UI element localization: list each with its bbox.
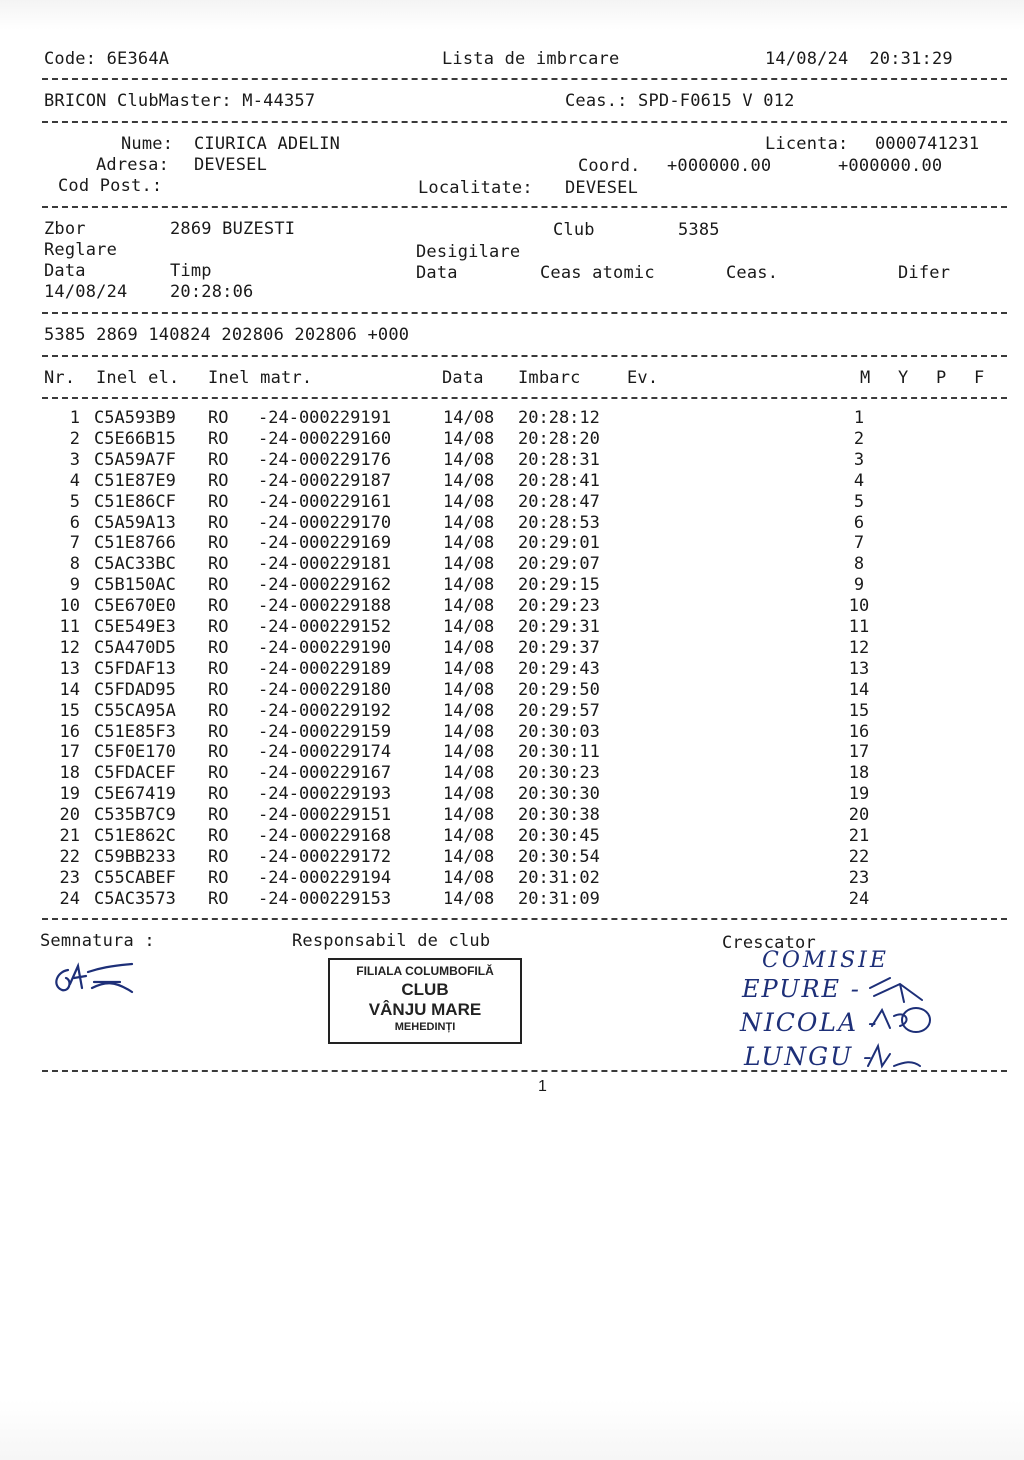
row-m: 13 [848, 658, 870, 679]
coord-2: +000000.00 [838, 156, 943, 176]
row-nr: 19 [59, 784, 80, 805]
ring-matr: -24-000229159 [258, 721, 392, 742]
divider [42, 397, 1007, 399]
row-date: 14/08 [443, 658, 495, 679]
ring-el: C5E670E0 [94, 596, 176, 617]
row-m: 15 [848, 700, 870, 721]
ring-el: C51E87E9 [94, 470, 176, 491]
row-m: 5 [853, 491, 865, 512]
ring-el: C55CA95A [94, 700, 176, 721]
ring-el: C5A470D5 [94, 637, 176, 658]
row-time: 20:29:01 [518, 533, 600, 554]
row-time: 20:30:30 [518, 784, 600, 805]
ring-el: C5E66B15 [94, 428, 176, 449]
row-nr: 3 [69, 449, 80, 470]
row-date: 14/08 [443, 470, 495, 491]
reglare-label: Reglare [44, 240, 118, 260]
row-nr: 13 [59, 658, 80, 679]
row-time: 20:29:50 [518, 679, 600, 700]
col-ring-el: Inel el. [96, 368, 180, 388]
ring-matr: -24-000229167 [258, 763, 392, 784]
country-code: RO [208, 428, 229, 449]
row-time: 20:31:09 [518, 888, 600, 909]
col-data: Data [442, 368, 484, 388]
country-code: RO [208, 805, 229, 826]
row-m: 12 [848, 637, 870, 658]
coord-1: +000000.00 [667, 156, 772, 176]
ring-el: C5A593B9 [94, 408, 176, 428]
row-time: 20:28:31 [518, 449, 600, 470]
table-row [0, 659, 1024, 680]
col-nr: Nr. [44, 368, 76, 388]
row-m: 17 [848, 742, 870, 763]
fancier-name: CIURICA ADELIN [194, 134, 341, 154]
ring-el: C5A59A13 [94, 512, 176, 533]
row-time: 20:28:53 [518, 512, 600, 533]
row-nr: 7 [69, 533, 80, 554]
row-time: 20:28:41 [518, 470, 600, 491]
code: Code: 6E364A [44, 49, 170, 69]
row-nr: 21 [59, 826, 80, 846]
country-code: RO [208, 449, 229, 470]
address-label: Adresa: [96, 155, 170, 175]
ring-matr: -24-000229176 [258, 449, 392, 470]
row-nr: 5 [69, 491, 80, 512]
row-nr: 14 [59, 679, 80, 700]
row-date: 14/08 [443, 617, 495, 637]
country-code: RO [208, 533, 229, 554]
table-row [0, 805, 1024, 826]
device-id: BRICON ClubMaster: M-44357 [44, 91, 316, 111]
data-label: Data [44, 261, 86, 281]
row-time: 20:28:12 [518, 408, 600, 428]
row-m: 3 [853, 449, 865, 470]
divider [42, 206, 1007, 208]
table-row [0, 847, 1024, 868]
handwritten-nicola: NICOLA - [740, 1008, 879, 1037]
handwritten-initials-icon [860, 970, 950, 1080]
row-nr: 8 [69, 554, 80, 575]
table-row [0, 763, 1024, 784]
row-time: 20:29:31 [518, 617, 600, 637]
row-time: 20:31:02 [518, 867, 600, 888]
handwritten-epure: EPURE - [742, 975, 861, 1003]
row-m: 6 [853, 512, 865, 533]
row-time: 20:30:11 [518, 742, 600, 763]
row-nr: 20 [59, 805, 80, 826]
ring-matr: -24-000229174 [258, 742, 392, 763]
ring-matr: -24-000229160 [258, 428, 392, 449]
row-m: 18 [848, 763, 870, 784]
row-date: 14/08 [443, 700, 495, 721]
col-imbarc: Imbarc [518, 368, 581, 388]
row-date: 14/08 [443, 763, 495, 784]
table-row [0, 492, 1024, 513]
zbor-label: Zbor [44, 219, 86, 239]
country-code: RO [208, 554, 229, 575]
breeder-label: Crescator [722, 933, 816, 953]
table-row [0, 429, 1024, 450]
ring-el: C51E8766 [94, 533, 176, 554]
stamp-line-3: VÂNJU MARE [368, 1000, 482, 1019]
col-ring-matr: Inel matr. [208, 368, 313, 388]
country-code: RO [208, 700, 229, 721]
country-code: RO [208, 826, 229, 846]
row-nr: 15 [59, 700, 80, 721]
stamp-line-4: MEHEDINȚI [394, 1021, 456, 1033]
country-code: RO [208, 408, 229, 428]
row-nr: 16 [59, 721, 80, 742]
row-time: 20:30:45 [518, 826, 600, 846]
row-date: 14/08 [443, 596, 495, 617]
row-m: 1 [853, 408, 865, 428]
row-m: 7 [853, 533, 865, 554]
row-nr: 11 [59, 617, 80, 637]
row-nr: 10 [59, 596, 80, 617]
col-y: Y [898, 368, 909, 388]
postcode-label: Cod Post.: [58, 176, 163, 196]
country-code: RO [208, 888, 229, 909]
ring-matr: -24-000229194 [258, 867, 392, 888]
club-value: 5385 [678, 220, 720, 240]
country-code: RO [208, 742, 229, 763]
table-row [0, 408, 1024, 429]
row-date: 14/08 [443, 805, 495, 826]
row-nr: 6 [69, 512, 80, 533]
ring-matr: -24-000229190 [258, 637, 392, 658]
stamp-line-2: CLUB [401, 980, 449, 999]
row-date: 14/08 [443, 449, 495, 470]
print-datetime: 14/08/24 20:31:29 [765, 49, 953, 69]
ring-matr: -24-000229189 [258, 658, 392, 679]
locality-label: Localitate: [418, 178, 533, 198]
country-code: RO [208, 763, 229, 784]
row-date: 14/08 [443, 784, 495, 805]
row-nr: 12 [59, 637, 80, 658]
ring-el: C5B150AC [94, 575, 176, 596]
ring-el: C5FDAF13 [94, 658, 176, 679]
stamp-line-1: FILIALA COLUMBOFILĂ [356, 964, 494, 978]
row-date: 14/08 [443, 679, 495, 700]
row-m: 14 [848, 679, 870, 700]
locality: DEVESEL [565, 178, 639, 198]
clock-label: Ceas. [726, 263, 779, 283]
table-row [0, 742, 1024, 763]
ring-matr: -24-000229153 [258, 888, 392, 909]
ring-el: C51E86CF [94, 491, 176, 512]
ring-el: C55CABEF [94, 867, 176, 888]
ring-el: C51E85F3 [94, 721, 176, 742]
row-m: 9 [853, 575, 865, 596]
page-number: 1 [538, 1078, 547, 1095]
col-p: P [936, 368, 947, 388]
ring-el: C5FDAD95 [94, 679, 176, 700]
club-label: Club [553, 220, 595, 240]
ring-el: C59BB233 [94, 846, 176, 867]
row-date: 14/08 [443, 888, 495, 909]
reglare-time: 20:28:06 [170, 282, 254, 302]
row-time: 20:28:20 [518, 428, 600, 449]
col-m: M [860, 368, 871, 388]
row-date: 14/08 [443, 533, 495, 554]
zbor-value: 2869 BUZESTI [170, 219, 296, 239]
table-row [0, 596, 1024, 617]
row-date: 14/08 [443, 826, 495, 846]
table-row [0, 450, 1024, 471]
country-code: RO [208, 470, 229, 491]
ring-el: C51E862C [94, 826, 176, 846]
country-code: RO [208, 658, 229, 679]
country-code: RO [208, 867, 229, 888]
ring-el: C5E67419 [94, 784, 176, 805]
row-time: 20:29:23 [518, 596, 600, 617]
row-nr: 17 [59, 742, 80, 763]
country-code: RO [208, 512, 229, 533]
ring-matr: -24-000229180 [258, 679, 392, 700]
row-m: 11 [848, 617, 870, 637]
row-date: 14/08 [443, 554, 495, 575]
row-time: 20:28:47 [518, 491, 600, 512]
ring-matr: -24-000229162 [258, 575, 392, 596]
country-code: RO [208, 491, 229, 512]
signature-label: Semnatura : [40, 931, 155, 951]
table-row [0, 513, 1024, 534]
timp-label: Timp [170, 261, 212, 281]
row-nr: 18 [59, 763, 80, 784]
ring-el: C5F0E170 [94, 742, 176, 763]
col-ev: Ev. [627, 368, 659, 388]
table-row [0, 575, 1024, 596]
divider [42, 918, 1007, 920]
row-nr: 24 [59, 888, 80, 909]
row-nr: 22 [59, 846, 80, 867]
country-code: RO [208, 596, 229, 617]
ring-matr: -24-000229169 [258, 533, 392, 554]
country-code: RO [208, 637, 229, 658]
row-m: 8 [853, 554, 865, 575]
handwritten-commission: COMISIE [762, 948, 889, 973]
ring-matr: -24-000229170 [258, 512, 392, 533]
row-m: 10 [848, 596, 870, 617]
row-date: 14/08 [443, 491, 495, 512]
table-row [0, 638, 1024, 659]
row-time: 20:29:57 [518, 700, 600, 721]
table-row [0, 722, 1024, 743]
ring-el: C5FDACEF [94, 763, 176, 784]
row-m: 2 [853, 428, 865, 449]
divider [42, 312, 1007, 314]
country-code: RO [208, 679, 229, 700]
reglare-date: 14/08/24 [44, 282, 128, 302]
ring-matr: -24-000229168 [258, 826, 392, 846]
row-m: 16 [848, 721, 870, 742]
ring-matr: -24-000229191 [258, 408, 392, 428]
country-code: RO [208, 784, 229, 805]
row-time: 20:29:37 [518, 637, 600, 658]
club-stamp [328, 958, 522, 1044]
row-time: 20:29:07 [518, 554, 600, 575]
row-date: 14/08 [443, 512, 495, 533]
row-date: 14/08 [443, 637, 495, 658]
ring-matr: -24-000229192 [258, 700, 392, 721]
row-m: 20 [848, 805, 870, 826]
row-m: 19 [848, 784, 870, 805]
country-code: RO [208, 846, 229, 867]
country-code: RO [208, 575, 229, 596]
ring-el: C5AC3573 [94, 888, 176, 909]
row-date: 14/08 [443, 428, 495, 449]
table-row [0, 617, 1024, 638]
ring-matr: -24-000229181 [258, 554, 392, 575]
club-responsible-label: Responsabil de club [292, 931, 491, 951]
row-date: 14/08 [443, 721, 495, 742]
row-m: 22 [848, 846, 870, 867]
row-time: 20:30:23 [518, 763, 600, 784]
row-date: 14/08 [443, 408, 495, 428]
table-row [0, 471, 1024, 492]
table-row [0, 868, 1024, 889]
row-nr: 23 [59, 867, 80, 888]
col-f: F [974, 368, 985, 388]
row-m: 23 [848, 867, 870, 888]
row-time: 20:30:54 [518, 846, 600, 867]
clock-id: Ceas.: SPD-F0615 V 012 [565, 91, 795, 111]
row-time: 20:30:03 [518, 721, 600, 742]
row-nr: 2 [69, 428, 80, 449]
ring-el: C5A59A7F [94, 449, 176, 470]
table-row [0, 554, 1024, 575]
divider [42, 78, 1007, 80]
row-nr: 1 [69, 408, 80, 428]
country-code: RO [208, 721, 229, 742]
row-date: 14/08 [443, 846, 495, 867]
row-m: 4 [853, 470, 865, 491]
atomic-clock-label: Ceas atomic [540, 263, 655, 283]
desigilare-label: Desigilare [416, 242, 521, 262]
row-date: 14/08 [443, 575, 495, 596]
address: DEVESEL [194, 155, 268, 175]
ring-matr: -24-000229193 [258, 784, 392, 805]
row-time: 20:30:38 [518, 805, 600, 826]
country-code: RO [208, 617, 229, 637]
ring-matr: -24-000229161 [258, 491, 392, 512]
ring-matr: -24-000229152 [258, 617, 392, 637]
row-date: 14/08 [443, 867, 495, 888]
divider [42, 355, 1007, 357]
row-nr: 4 [69, 470, 80, 491]
ring-matr: -24-000229172 [258, 846, 392, 867]
document-title: Lista de imbrcare [442, 49, 620, 69]
row-nr: 9 [69, 575, 80, 596]
row-m: 24 [848, 888, 870, 909]
table-row [0, 784, 1024, 805]
name-label: Nume: [121, 134, 174, 154]
difer-label: Difer [898, 263, 951, 283]
table-row [0, 533, 1024, 554]
divider [42, 121, 1007, 123]
ring-el: C5AC33BC [94, 554, 176, 575]
ring-matr: -24-000229187 [258, 470, 392, 491]
row-time: 20:29:43 [518, 658, 600, 679]
table-row [0, 701, 1024, 722]
table-row [0, 680, 1024, 701]
handwritten-lungu: LUNGU - [744, 1042, 874, 1071]
ring-matr: -24-000229151 [258, 805, 392, 826]
data2-label: Data [416, 263, 458, 283]
ring-el: C5E549E3 [94, 617, 176, 637]
coord-label: Coord. [578, 156, 641, 176]
flight-summary: 5385 2869 140824 202806 202806 +000 [44, 325, 410, 345]
license-number: 0000741231 [875, 134, 980, 154]
divider [42, 1070, 1007, 1072]
license-label: Licenta: [765, 134, 849, 154]
table-row [0, 889, 1024, 910]
ring-matr: -24-000229188 [258, 596, 392, 617]
row-m: 21 [848, 826, 870, 846]
row-date: 14/08 [443, 742, 495, 763]
row-time: 20:29:15 [518, 575, 600, 596]
table-row [0, 826, 1024, 847]
signature-icon [48, 958, 138, 1003]
ring-el: C535B7C9 [94, 805, 176, 826]
